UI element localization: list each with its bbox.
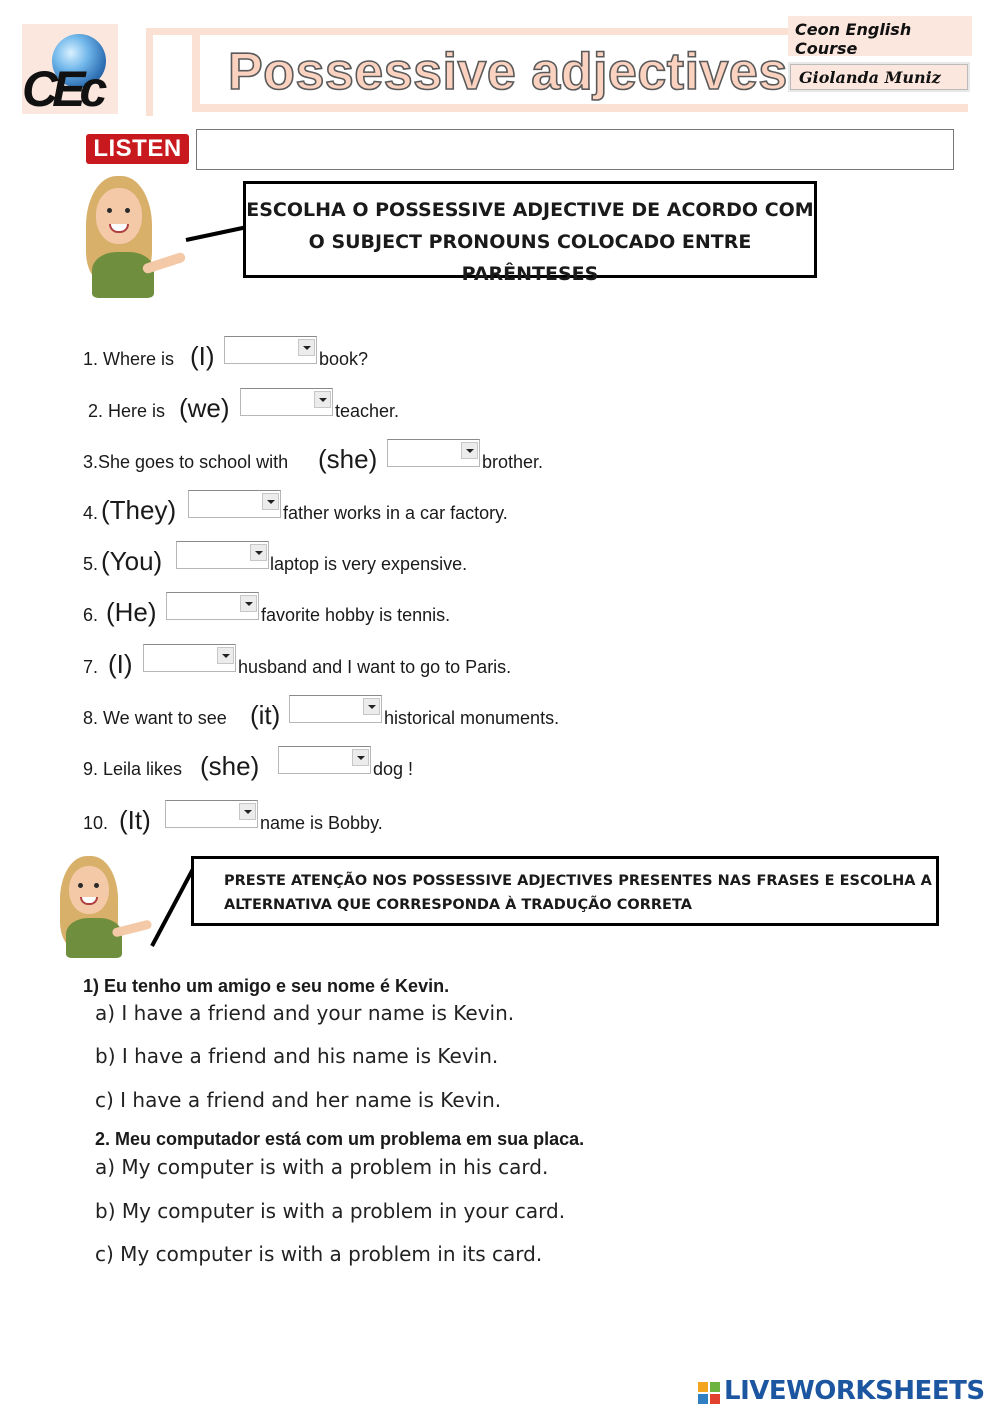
page-title: Possessive adjectives [228, 43, 788, 101]
instruction-1-line-1: ESCOLHA O POSSESSIVE ADJECTIVE DE ACORDO COM [246, 199, 814, 221]
exercise-pronoun: (she) [318, 444, 378, 474]
answer-dropdown-3[interactable] [387, 439, 480, 467]
answer-dropdown-8[interactable] [289, 695, 382, 723]
exercise-pronoun: (it) [250, 700, 281, 730]
exercise-suffix: historical monuments. [384, 708, 560, 728]
question-2-option-b[interactable]: b) My computer is with a problem in your card. [95, 1199, 566, 1223]
teacher-avatar [56, 852, 166, 958]
chevron-down-icon [239, 803, 256, 820]
chevron-down-icon [217, 647, 234, 664]
answer-dropdown-4[interactable] [188, 490, 281, 518]
exercise-prefix: 6. [83, 605, 99, 625]
answer-dropdown-5[interactable] [176, 541, 269, 569]
question-2-option-c[interactable]: c) My computer is with a problem in its card. [95, 1242, 543, 1266]
exercise-prefix: 2. Here is [88, 401, 166, 421]
answer-dropdown-2[interactable] [240, 388, 333, 416]
question-2-prompt: 2. Meu computador está com um problema em sua placa. [95, 1129, 585, 1149]
exercise-suffix: book? [319, 349, 369, 369]
chevron-down-icon [461, 442, 478, 459]
exercise-prefix: 5. [83, 554, 99, 574]
chevron-down-icon [250, 544, 267, 561]
chevron-down-icon [363, 698, 380, 715]
exercise-pronoun: (I) [108, 649, 133, 679]
course-logo [22, 24, 118, 117]
instruction-box-1 [243, 181, 817, 285]
exercise-pronoun: (You) [101, 546, 163, 576]
instruction-box-2 [191, 856, 939, 926]
answer-dropdown-7[interactable] [143, 644, 236, 672]
chevron-down-icon [240, 595, 257, 612]
exercise-suffix: favorite hobby is tennis. [261, 605, 451, 625]
answer-dropdown-10[interactable] [165, 800, 258, 828]
exercise-suffix: name is Bobby. [260, 813, 383, 833]
exercise-prefix: 3.She goes to school with [83, 452, 289, 472]
answer-dropdown-9[interactable] [278, 746, 371, 774]
exercise-pronoun: (They) [101, 495, 177, 525]
question-2-option-a[interactable]: a) My computer is with a problem in his card. [95, 1155, 549, 1179]
question-1-option-a[interactable]: a) I have a friend and your name is Kevin. [95, 1001, 515, 1025]
author-name: Giolanda Muniz [788, 62, 970, 92]
chevron-down-icon [262, 493, 279, 510]
exercise-suffix: dog ! [373, 759, 414, 779]
chevron-down-icon [314, 391, 331, 408]
exercise-prefix: 7. [83, 657, 99, 677]
exercise-prefix: 9. Leila likes [83, 759, 183, 779]
exercise-prefix: 8. We want to see [83, 708, 227, 728]
liveworksheets-icon [698, 1382, 720, 1404]
question-1-option-c[interactable]: c) I have a friend and her name is Kevin. [95, 1088, 502, 1112]
exercise-suffix: father works in a car factory. [283, 503, 508, 523]
title-frame-divider [192, 28, 200, 112]
exercise-pronoun: (we) [179, 393, 230, 423]
answer-dropdown-1[interactable] [224, 336, 317, 364]
chevron-down-icon [298, 339, 315, 356]
instruction-2-line-1: PRESTE ATENÇÃO NOS POSSESSIVE ADJECTIVES PRESENTES NAS FRASES E ESCOLHA A [224, 873, 932, 889]
question-1-prompt: 1) Eu tenho um amigo e seu nome é Kevin. [83, 976, 450, 996]
title-frame-bottom [198, 104, 968, 112]
course-name: Ceon English Course [788, 16, 972, 56]
instruction-1-line-2: O SUBJECT PRONOUNS COLOCADO ENTRE PARÊNTESES [308, 231, 752, 285]
teacher-avatar [80, 172, 200, 300]
exercise-suffix: brother. [482, 452, 544, 472]
exercise-pronoun: (she) [200, 751, 260, 781]
logo-text: CEc [22, 61, 102, 117]
exercise-prefix: 10. [83, 813, 109, 833]
audio-player[interactable] [196, 129, 954, 170]
exercise-pronoun: (I) [190, 341, 215, 371]
exercise-pronoun: (It) [119, 805, 151, 835]
exercise-prefix: 1. Where is [83, 349, 175, 369]
liveworksheets-brand[interactable]: LIVEWORKSHEETS [724, 1376, 985, 1406]
exercise-suffix: husband and I want to go to Paris. [238, 657, 512, 677]
exercise-pronoun: (He) [106, 597, 157, 627]
listen-button[interactable]: LISTEN [86, 134, 189, 164]
answer-dropdown-6[interactable] [166, 592, 259, 620]
exercise-prefix: 4. [83, 503, 99, 523]
chevron-down-icon [352, 749, 369, 766]
exercise-suffix: laptop is very expensive. [270, 554, 468, 574]
exercise-suffix: teacher. [335, 401, 400, 421]
instruction-2-line-2: ALTERNATIVA QUE CORRESPONDA À TRADUÇÃO CORRETA [224, 897, 692, 913]
question-1-option-b[interactable]: b) I have a friend and his name is Kevin. [95, 1044, 499, 1068]
